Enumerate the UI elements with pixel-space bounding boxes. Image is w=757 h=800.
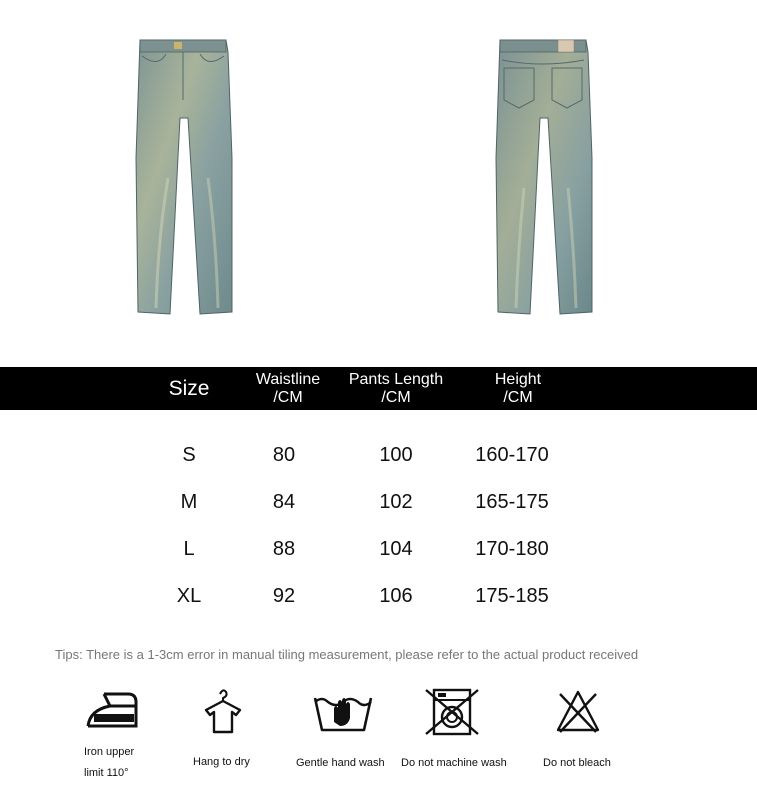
product-photos xyxy=(0,0,757,350)
size-chart-header xyxy=(0,367,757,410)
table-row xyxy=(0,538,757,568)
cell-waistline: 88 xyxy=(272,538,296,560)
cell-waistline: 84 xyxy=(272,491,296,513)
cell-waistline: 92 xyxy=(272,585,296,607)
no-bleach-care xyxy=(554,688,602,734)
cell-height: 175-185 xyxy=(475,585,549,607)
table-row xyxy=(0,585,757,615)
iron-label-line1: Iron upper xyxy=(84,746,135,758)
cell-size: L xyxy=(183,538,195,560)
cell-pants-length: 104 xyxy=(379,538,413,560)
iron-care xyxy=(82,688,142,730)
cell-height: 165-175 xyxy=(475,491,549,513)
cell-pants-length: 100 xyxy=(379,444,413,466)
hanger-shirt-icon xyxy=(200,688,246,736)
header-size: Size xyxy=(168,376,210,400)
table-row xyxy=(0,491,757,521)
no-bleach-icon xyxy=(554,688,602,734)
cell-size: XL xyxy=(176,585,202,607)
hand-wash-care xyxy=(312,688,374,734)
cell-size: S xyxy=(182,444,196,466)
cell-pants-length: 106 xyxy=(379,585,413,607)
no-machine-wash-icon xyxy=(424,688,480,736)
measurement-tips: Tips: There is a 1-3cm error in manual tiling measurement, please refer to the actual product received xyxy=(55,647,639,662)
cell-pants-length: 102 xyxy=(379,491,413,513)
header-pants-length: Pants Length /CM xyxy=(348,370,444,406)
hang-care xyxy=(200,688,246,736)
iron-label-line2: limit 110° xyxy=(84,767,129,779)
cell-waistline: 80 xyxy=(272,444,296,466)
jeans-front-image xyxy=(128,38,238,318)
header-height: Height /CM xyxy=(494,370,542,406)
hand-wash-label: Gentle hand wash xyxy=(296,757,385,769)
cell-height: 170-180 xyxy=(475,538,549,560)
header-waistline: Waistline /CM xyxy=(255,370,321,406)
hand-wash-icon xyxy=(312,688,374,734)
no-machine-wash-care xyxy=(424,688,480,736)
no-bleach-label: Do not bleach xyxy=(543,757,611,769)
cell-size: M xyxy=(180,491,198,513)
no-machine-wash-label: Do not machine wash xyxy=(401,757,507,769)
hang-label: Hang to dry xyxy=(193,756,250,768)
cell-height: 160-170 xyxy=(475,444,549,466)
table-row xyxy=(0,444,757,474)
jeans-back-image xyxy=(488,38,598,318)
iron-icon xyxy=(82,688,142,730)
